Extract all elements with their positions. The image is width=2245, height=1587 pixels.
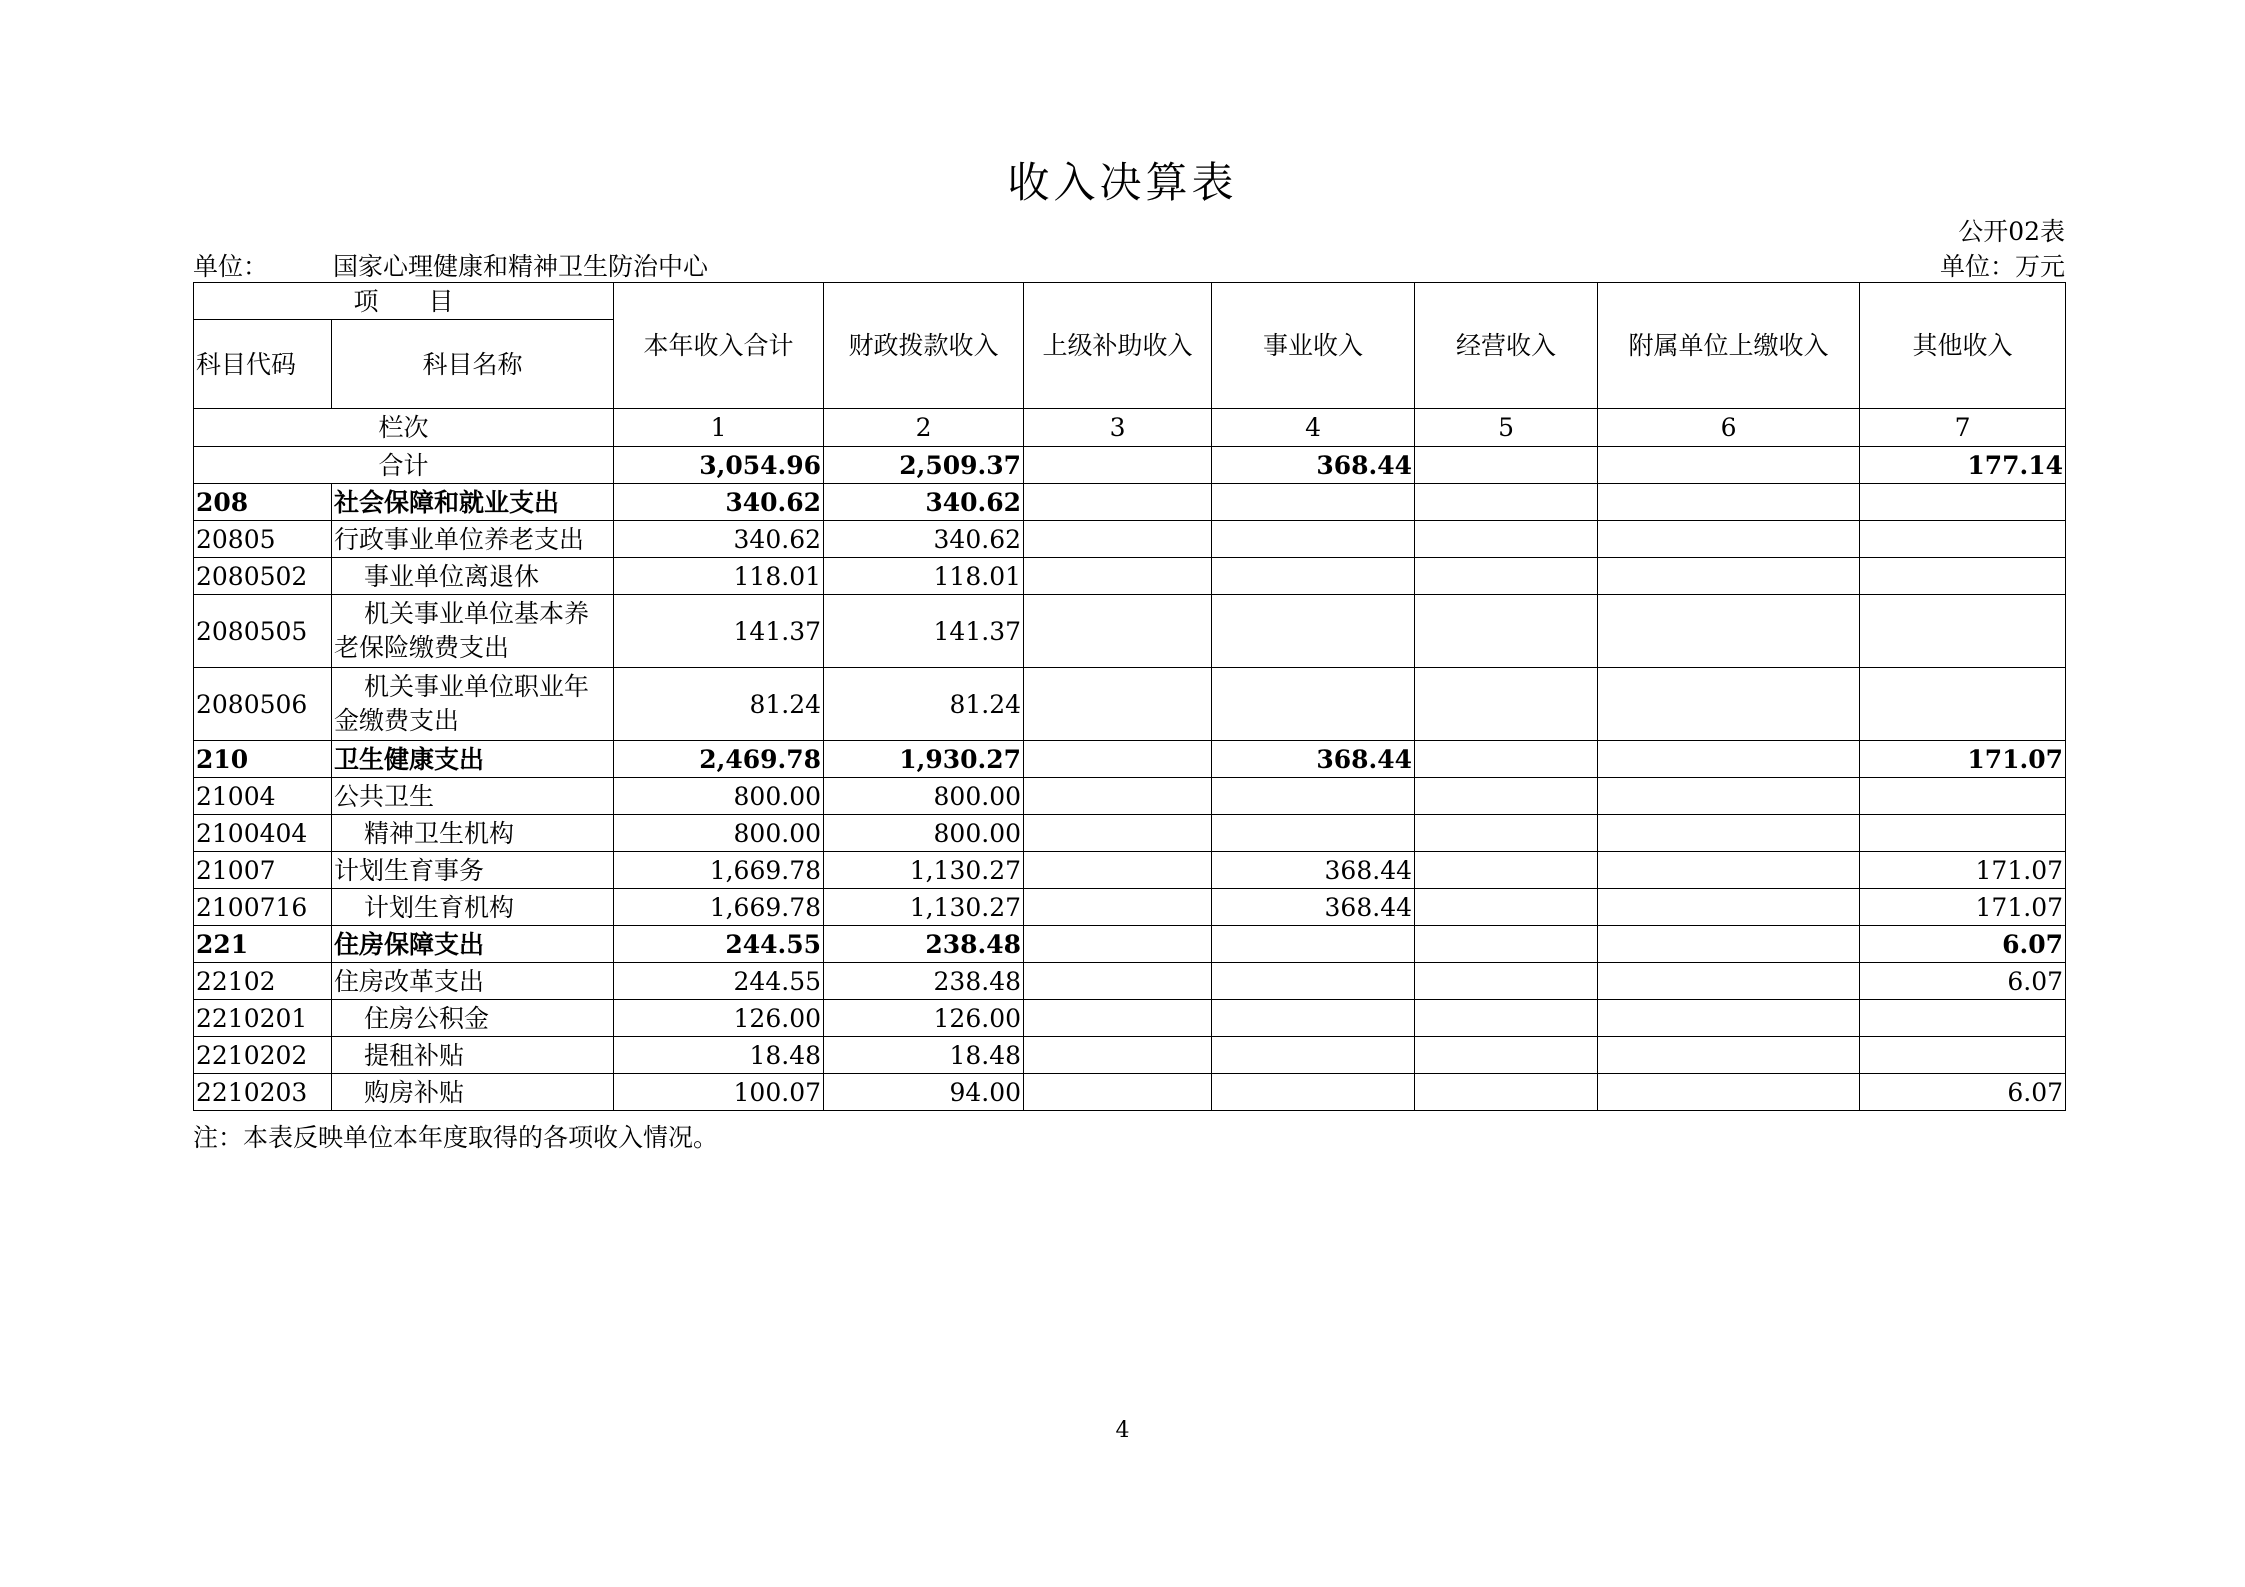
row-code: 2080502 <box>194 558 332 595</box>
table-row <box>194 741 2066 778</box>
row-value <box>1598 595 1860 668</box>
header-name: 科目名称 <box>332 320 614 409</box>
row-name: 公共卫生 <box>332 778 614 815</box>
table-row <box>194 1000 2066 1037</box>
header-row-1 <box>194 283 2066 320</box>
row-value <box>1415 595 1598 668</box>
row-value <box>1860 1037 2066 1074</box>
total-row <box>194 447 2066 484</box>
col-index: 1 <box>614 409 824 447</box>
row-value <box>1212 1074 1415 1111</box>
row-value <box>1598 484 1860 521</box>
table-row <box>194 778 2066 815</box>
total-value: 368.44 <box>1212 447 1415 484</box>
row-code: 2100404 <box>194 815 332 852</box>
row-code: 2080506 <box>194 668 332 741</box>
row-value <box>1024 595 1212 668</box>
col-index: 5 <box>1415 409 1598 447</box>
col-index: 4 <box>1212 409 1415 447</box>
row-value <box>1598 668 1860 741</box>
row-name: 提租补贴 <box>332 1037 614 1074</box>
row-value: 1,669.78 <box>614 852 824 889</box>
row-value: 1,669.78 <box>614 889 824 926</box>
row-value <box>1860 595 2066 668</box>
total-value: 3,054.96 <box>614 447 824 484</box>
total-label: 合计 <box>194 447 614 484</box>
row-value: 1,130.27 <box>824 889 1024 926</box>
row-value: 800.00 <box>614 778 824 815</box>
table-row <box>194 1037 2066 1074</box>
row-value <box>1415 852 1598 889</box>
page-number: 4 <box>1115 1418 1130 1443</box>
table-row <box>194 926 2066 963</box>
row-value <box>1212 926 1415 963</box>
row-value <box>1024 484 1212 521</box>
row-value <box>1024 1000 1212 1037</box>
row-value: 800.00 <box>824 778 1024 815</box>
row-name: 住房公积金 <box>332 1000 614 1037</box>
row-value: 244.55 <box>614 963 824 1000</box>
row-value <box>1415 926 1598 963</box>
row-value <box>1212 595 1415 668</box>
col-index: 3 <box>1024 409 1212 447</box>
row-value <box>1415 1037 1598 1074</box>
table-row <box>194 595 2066 668</box>
row-value <box>1598 852 1860 889</box>
row-name: 计划生育机构 <box>332 889 614 926</box>
row-value: 340.62 <box>614 484 824 521</box>
table-row <box>194 521 2066 558</box>
total-value <box>1598 447 1860 484</box>
row-value: 118.01 <box>614 558 824 595</box>
row-value <box>1024 926 1212 963</box>
row-value: 6.07 <box>1860 926 2066 963</box>
row-code: 208 <box>194 484 332 521</box>
table-row <box>194 889 2066 926</box>
row-code: 21004 <box>194 778 332 815</box>
row-value <box>1860 668 2066 741</box>
row-value <box>1024 815 1212 852</box>
row-value <box>1860 778 2066 815</box>
header-project: 项 目 <box>194 283 614 320</box>
row-value: 340.62 <box>824 484 1024 521</box>
total-value: 2,509.37 <box>824 447 1024 484</box>
header-col-4: 事业收入 <box>1212 283 1415 409</box>
form-number: 公开02表 <box>1958 217 2065 246</box>
row-value: 126.00 <box>614 1000 824 1037</box>
row-value <box>1415 815 1598 852</box>
row-value <box>1212 963 1415 1000</box>
row-value <box>1598 778 1860 815</box>
row-value <box>1415 668 1598 741</box>
row-value <box>1598 558 1860 595</box>
unit-label: 单位： <box>193 252 269 281</box>
row-code: 20805 <box>194 521 332 558</box>
col-index: 7 <box>1860 409 2066 447</box>
row-value <box>1598 1037 1860 1074</box>
row-value <box>1860 521 2066 558</box>
row-value: 126.00 <box>824 1000 1024 1037</box>
row-name: 社会保障和就业支出 <box>332 484 614 521</box>
row-name: 行政事业单位养老支出 <box>332 521 614 558</box>
row-value <box>1860 484 2066 521</box>
row-code: 221 <box>194 926 332 963</box>
row-value <box>1024 852 1212 889</box>
row-value <box>1212 521 1415 558</box>
row-name: 卫生健康支出 <box>332 741 614 778</box>
row-value <box>1598 926 1860 963</box>
unit-info <box>193 247 709 283</box>
row-name: 住房保障支出 <box>332 926 614 963</box>
row-code: 22102 <box>194 963 332 1000</box>
row-value <box>1415 741 1598 778</box>
row-value: 1,930.27 <box>824 741 1024 778</box>
row-value: 141.37 <box>824 595 1024 668</box>
row-value: 1,130.27 <box>824 852 1024 889</box>
row-name: 机关事业单位职业年金缴费支出 <box>332 668 614 741</box>
row-code: 21007 <box>194 852 332 889</box>
row-value <box>1860 815 2066 852</box>
header-col-1: 本年收入合计 <box>614 283 824 409</box>
row-value: 2,469.78 <box>614 741 824 778</box>
table-row <box>194 484 2066 521</box>
table-row <box>194 558 2066 595</box>
row-value: 171.07 <box>1860 889 2066 926</box>
table-row <box>194 815 2066 852</box>
row-value: 18.48 <box>614 1037 824 1074</box>
row-value <box>1024 963 1212 1000</box>
row-value <box>1212 778 1415 815</box>
page-title: 收入决算表 <box>1007 158 1238 207</box>
row-name: 计划生育事务 <box>332 852 614 889</box>
row-value <box>1415 521 1598 558</box>
row-value: 171.07 <box>1860 741 2066 778</box>
row-value: 81.24 <box>824 668 1024 741</box>
row-value: 368.44 <box>1212 889 1415 926</box>
row-value <box>1212 1037 1415 1074</box>
row-name: 购房补贴 <box>332 1074 614 1111</box>
row-code: 2210203 <box>194 1074 332 1111</box>
col-index: 6 <box>1598 409 1860 447</box>
row-value <box>1415 484 1598 521</box>
row-value <box>1598 741 1860 778</box>
row-code: 2210202 <box>194 1037 332 1074</box>
row-value <box>1212 815 1415 852</box>
row-value: 238.48 <box>824 926 1024 963</box>
row-value: 800.00 <box>614 815 824 852</box>
row-value <box>1415 558 1598 595</box>
row-code: 210 <box>194 741 332 778</box>
row-value: 171.07 <box>1860 852 2066 889</box>
row-value: 18.48 <box>824 1037 1024 1074</box>
row-value: 368.44 <box>1212 741 1415 778</box>
table-row <box>194 852 2066 889</box>
row-code: 2210201 <box>194 1000 332 1037</box>
footnote: 注：本表反映单位本年度取得的各项收入情况。 <box>193 1123 719 1152</box>
row-value <box>1212 558 1415 595</box>
total-value: 177.14 <box>1860 447 2066 484</box>
row-value <box>1598 1000 1860 1037</box>
header-col-2: 财政拨款收入 <box>824 283 1024 409</box>
row-value: 238.48 <box>824 963 1024 1000</box>
row-value <box>1415 778 1598 815</box>
row-value <box>1024 668 1212 741</box>
row-value <box>1024 1037 1212 1074</box>
row-value <box>1860 1000 2066 1037</box>
row-value <box>1024 558 1212 595</box>
table-row <box>194 1074 2066 1111</box>
row-value <box>1212 1000 1415 1037</box>
income-table <box>193 282 2066 1111</box>
row-value <box>1415 1000 1598 1037</box>
header-col-3: 上级补助收入 <box>1024 283 1212 409</box>
row-value <box>1415 889 1598 926</box>
row-value <box>1598 521 1860 558</box>
row-value <box>1860 558 2066 595</box>
row-value <box>1598 889 1860 926</box>
row-value: 340.62 <box>824 521 1024 558</box>
row-value: 141.37 <box>614 595 824 668</box>
row-value <box>1024 889 1212 926</box>
row-value: 800.00 <box>824 815 1024 852</box>
row-value <box>1598 1074 1860 1111</box>
row-code: 2100716 <box>194 889 332 926</box>
col-index-label: 栏次 <box>194 409 614 447</box>
row-value: 81.24 <box>614 668 824 741</box>
row-value: 368.44 <box>1212 852 1415 889</box>
row-value: 340.62 <box>614 521 824 558</box>
header-col-5: 经营收入 <box>1415 283 1598 409</box>
row-value: 100.07 <box>614 1074 824 1111</box>
row-value <box>1598 963 1860 1000</box>
row-value: 6.07 <box>1860 1074 2066 1111</box>
table-row <box>194 963 2066 1000</box>
row-code: 2080505 <box>194 595 332 668</box>
col-index: 2 <box>824 409 1024 447</box>
row-value <box>1415 963 1598 1000</box>
header-col-7: 其他收入 <box>1860 283 2066 409</box>
row-name: 住房改革支出 <box>332 963 614 1000</box>
row-value <box>1024 741 1212 778</box>
row-value <box>1024 778 1212 815</box>
row-value: 6.07 <box>1860 963 2066 1000</box>
row-value <box>1415 1074 1598 1111</box>
money-unit: 单位：万元 <box>1939 252 2065 281</box>
unit-value: 国家心理健康和精神卫生防治中心 <box>333 252 709 281</box>
row-name: 精神卫生机构 <box>332 815 614 852</box>
total-value <box>1024 447 1212 484</box>
row-value <box>1024 1074 1212 1111</box>
row-value <box>1212 484 1415 521</box>
row-value: 118.01 <box>824 558 1024 595</box>
header-code: 科目代码 <box>194 320 332 409</box>
col-index-row <box>194 409 2066 447</box>
row-name: 机关事业单位基本养老保险缴费支出 <box>332 595 614 668</box>
row-value <box>1212 668 1415 741</box>
row-value: 94.00 <box>824 1074 1024 1111</box>
row-value <box>1024 521 1212 558</box>
row-name: 事业单位离退休 <box>332 558 614 595</box>
table-row <box>194 668 2066 741</box>
row-value <box>1598 815 1860 852</box>
total-value <box>1415 447 1598 484</box>
header-col-6: 附属单位上缴收入 <box>1598 283 1860 409</box>
row-value: 244.55 <box>614 926 824 963</box>
